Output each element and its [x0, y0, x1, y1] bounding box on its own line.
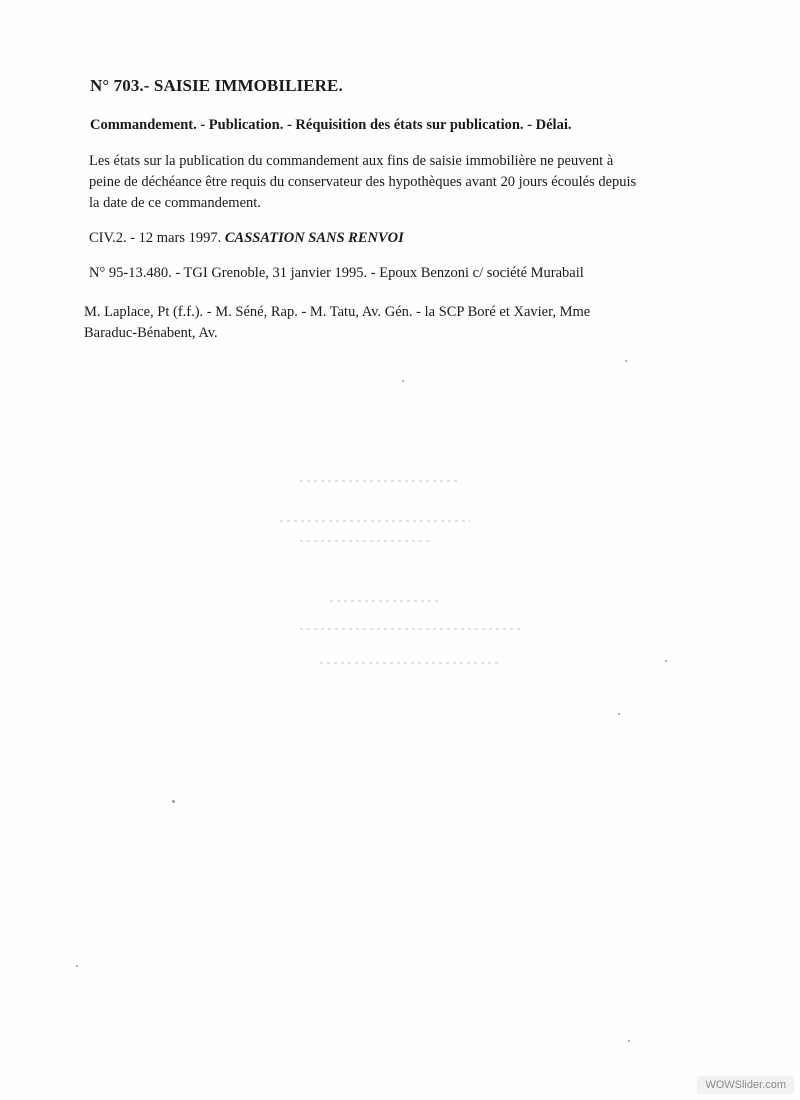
court-composition [84, 302, 744, 344]
scan-speck [628, 1040, 630, 1042]
scan-speck [665, 660, 667, 662]
citation-line [89, 230, 404, 247]
chamber-date: CIV.2. - 12 mars 1997. [89, 230, 222, 246]
scan-bleed-through [330, 600, 440, 602]
abstract-line: peine de déchéance être requis du conservateur des hypothèques avant 20 jours écoulés depuis [89, 174, 637, 190]
scan-speck [618, 713, 620, 715]
scan-bleed-through [300, 540, 430, 542]
watermark-badge: WOWSlider.com [697, 1076, 794, 1094]
scan-speck [402, 380, 404, 382]
abstract-line: la date de ce commandement. [89, 195, 261, 211]
scan-speck [172, 800, 175, 803]
decision-outcome: CASSATION SANS RENVOI [224, 230, 404, 246]
abstract-line: Les états sur la publication du commandement aux fins de saisie immobilière ne peuvent à [89, 153, 614, 169]
scan-bleed-through [300, 480, 460, 482]
scan-speck [625, 360, 627, 362]
scan-bleed-through [280, 520, 470, 522]
abstract-paragraph [89, 151, 729, 214]
document-heading: N° 703.- SAISIE IMMOBILIERE. [90, 76, 343, 95]
document-subheading: Commandement. - Publication. - Réquisition des états sur publication. - Délai. [90, 117, 572, 133]
case-reference: N° 95-13.480. - TGI Grenoble, 31 janvier 1995. - Epoux Benzoni c/ société Murabail [89, 265, 584, 281]
court-line: Baraduc-Bénabent, Av. [84, 325, 218, 341]
scan-bleed-through [320, 662, 500, 664]
court-line: M. Laplace, Pt (f.f.). - M. Séné, Rap. - M. Tatu, Av. Gén. - la SCP Boré et Xavier, Mme [84, 304, 591, 320]
scan-speck [76, 965, 78, 967]
scan-bleed-through [300, 628, 520, 630]
